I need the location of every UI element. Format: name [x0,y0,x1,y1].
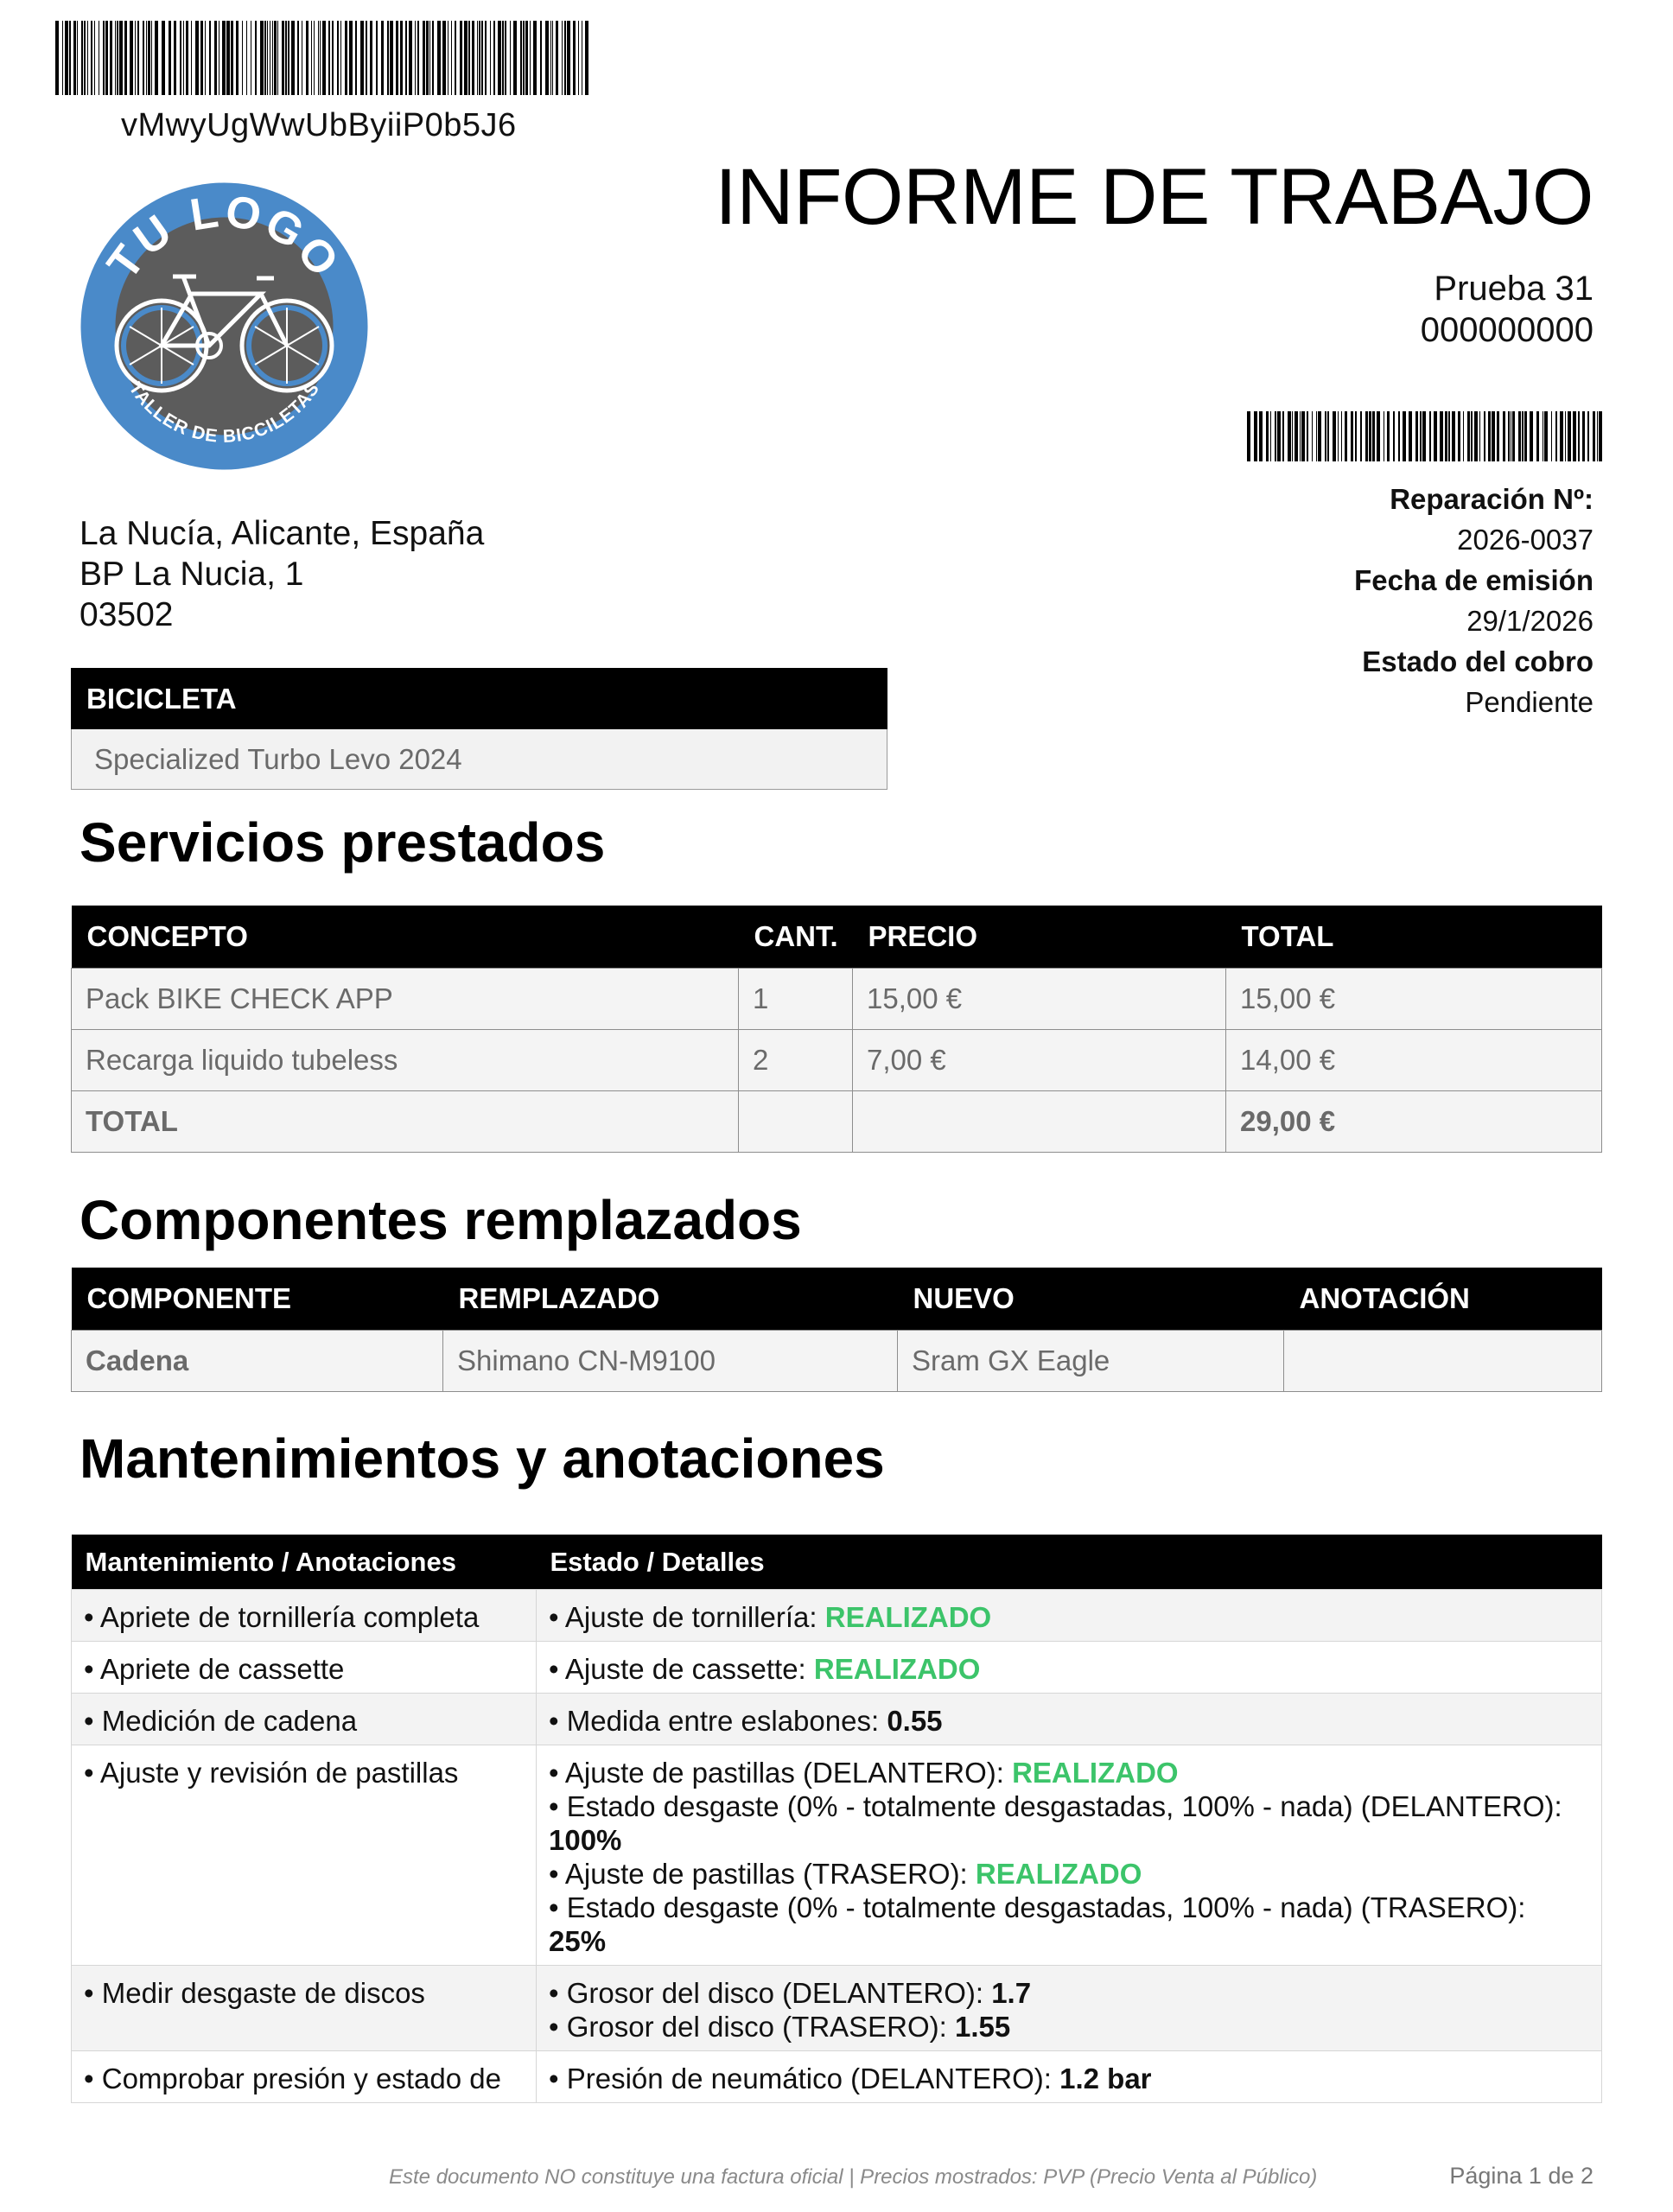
detail-label: • Ajuste de cassette: [549,1653,814,1685]
detail-label: • Grosor del disco (TRASERO): [549,2011,955,2043]
detail-value: 25% [549,1925,607,1957]
col-note: ANOTACIÓN [1284,1268,1602,1331]
status-done: REALIZADO [975,1858,1142,1890]
col-concept: CONCEPTO [72,906,739,969]
detail-label: • Estado desgaste (0% - totalmente desgastadas, 100% - nada) (DELANTERO): [549,1790,1562,1822]
detail-label: • Grosor del disco (DELANTERO): [549,1977,991,2009]
total-empty-price [853,1091,1226,1153]
maintenance-task [72,1694,537,1745]
table-row [72,1966,1602,2051]
document-title: INFORME DE TRABAJO [715,153,1593,241]
service-price: 7,00 € [853,1030,1226,1091]
component-new: Sram GX Eagle [898,1331,1284,1392]
maintenance-task [72,1745,537,1966]
client-name: Prueba 31 [1434,270,1593,308]
detail-line [549,1891,1589,1958]
detail-value: 1.55 [955,2011,1011,2043]
detail-value: 0.55 [887,1705,943,1737]
repair-number-label: Reparación Nº: [1390,483,1593,515]
service-quantity: 1 [739,969,853,1030]
service-concept: Recarga liquido tubeless [72,1030,739,1091]
issue-date-label: Fecha de emisión [1354,564,1593,596]
table-row [72,1030,1602,1091]
total-empty-qty [739,1091,853,1153]
barcode-code: vMwyUgWwUbByiiP0b5J6 [121,107,517,143]
maintenance-details [537,1590,1602,1642]
table-row [72,1590,1602,1642]
repair-meta [1354,479,1593,722]
svg-text:TALLER DE BICCILETAS: TALLER DE BICCILETAS [124,378,324,447]
svg-text:TU LOGO: TU LOGO [98,186,351,289]
components-table [71,1268,1602,1392]
service-concept: Pack BIKE CHECK APP [72,969,739,1030]
detail-line [549,1652,1589,1686]
maintenance-table [71,1535,1602,2103]
detail-line [549,2062,1589,2095]
barcode-repair [1247,411,1604,461]
maintenance-details [537,1966,1602,2051]
maintenance-title: Mantenimientos y anotaciones [80,1427,885,1490]
components-title: Componentes remplazados [80,1189,802,1251]
service-total: 15,00 € [1226,969,1602,1030]
maintenance-details [537,1694,1602,1745]
status-done: REALIZADO [824,1601,992,1633]
payment-status-value: Pendiente [1465,686,1593,718]
maintenance-task [72,1966,537,2051]
table-row [72,1745,1602,1966]
task-label: • Comprobar presión y estado de [84,2063,501,2094]
detail-label: • Presión de neumático (DELANTERO): [549,2063,1059,2094]
task-label: • Medir desgaste de discos [84,1977,425,2009]
table-row [72,1694,1602,1745]
table-row [72,969,1602,1030]
status-done: REALIZADO [813,1653,981,1685]
col-total: TOTAL [1226,906,1602,969]
detail-value: 1.7 [991,1977,1032,2009]
task-label: • Apriete de tornillería completa [84,1601,479,1633]
barcode-top [55,21,591,95]
col-new: NUEVO [898,1268,1284,1331]
maintenance-task [72,1642,537,1694]
col-quantity: CANT. [739,906,853,969]
detail-value: 1.2 bar [1059,2063,1152,2094]
footer-disclaimer: Este documento NO constituye una factura oficial | Precios mostrados: PVP (Precio Venta al Público) [389,2165,1318,2189]
repair-number-value: 2026-0037 [1457,524,1593,556]
detail-line [549,1756,1589,1789]
maintenance-task [72,2051,537,2103]
services-table [71,906,1602,1153]
maintenance-task [72,1590,537,1642]
component-note [1284,1331,1602,1392]
address-line-3: 03502 [80,596,174,633]
maintenance-details [537,1745,1602,1966]
service-price: 15,00 € [853,969,1226,1030]
bike-box [71,668,887,790]
maintenance-details [537,1642,1602,1694]
table-row [72,2051,1602,2103]
detail-value: 100% [549,1824,622,1856]
table-row [72,1331,1602,1392]
total-row [72,1091,1602,1153]
detail-line [549,1600,1589,1634]
detail-line [549,2010,1589,2044]
detail-label: • Medida entre eslabones: [549,1705,887,1737]
service-total: 14,00 € [1226,1030,1602,1091]
col-maintenance: Mantenimiento / Anotaciones [72,1535,537,1590]
col-component: COMPONENTE [72,1268,443,1331]
service-quantity: 2 [739,1030,853,1091]
status-done: REALIZADO [1012,1757,1179,1789]
component-name: Cadena [72,1331,443,1392]
col-replaced: REMPLAZADO [443,1268,898,1331]
address-line-1: La Nucía, Alicante, España [80,515,485,552]
maintenance-details [537,2051,1602,2103]
detail-line [549,1789,1589,1857]
col-status: Estado / Detalles [537,1535,1602,1590]
detail-line [549,1704,1589,1738]
issue-date-value: 29/1/2026 [1466,605,1593,637]
component-replaced: Shimano CN-M9100 [443,1331,898,1392]
detail-label: • Ajuste de pastillas (TRASERO): [549,1858,976,1890]
task-label: • Apriete de cassette [84,1653,344,1685]
shop-address [80,513,484,635]
detail-label: • Ajuste de pastillas (DELANTERO): [549,1757,1012,1789]
address-line-2: BP La Nucia, 1 [80,556,304,593]
table-row [72,1642,1602,1694]
detail-line [549,1857,1589,1891]
task-label: • Medición de cadena [84,1705,357,1737]
col-price: PRECIO [853,906,1226,969]
task-label: • Ajuste y revisión de pastillas [84,1757,458,1789]
detail-label: • Ajuste de tornillería: [549,1601,825,1633]
bike-header: BICICLETA [71,668,887,729]
total-label: TOTAL [72,1091,739,1153]
services-title: Servicios prestados [80,811,606,874]
detail-line [549,1976,1589,2010]
client-number: 000000000 [1420,311,1593,349]
detail-label: • Estado desgaste (0% - totalmente desgastadas, 100% - nada) (TRASERO): [549,1891,1525,1923]
company-logo [80,181,369,471]
page-number: Página 1 de 2 [1449,2163,1593,2189]
bike-model: Specialized Turbo Levo 2024 [71,729,887,790]
total-value: 29,00 € [1226,1091,1602,1153]
payment-status-label: Estado del cobro [1362,645,1593,677]
